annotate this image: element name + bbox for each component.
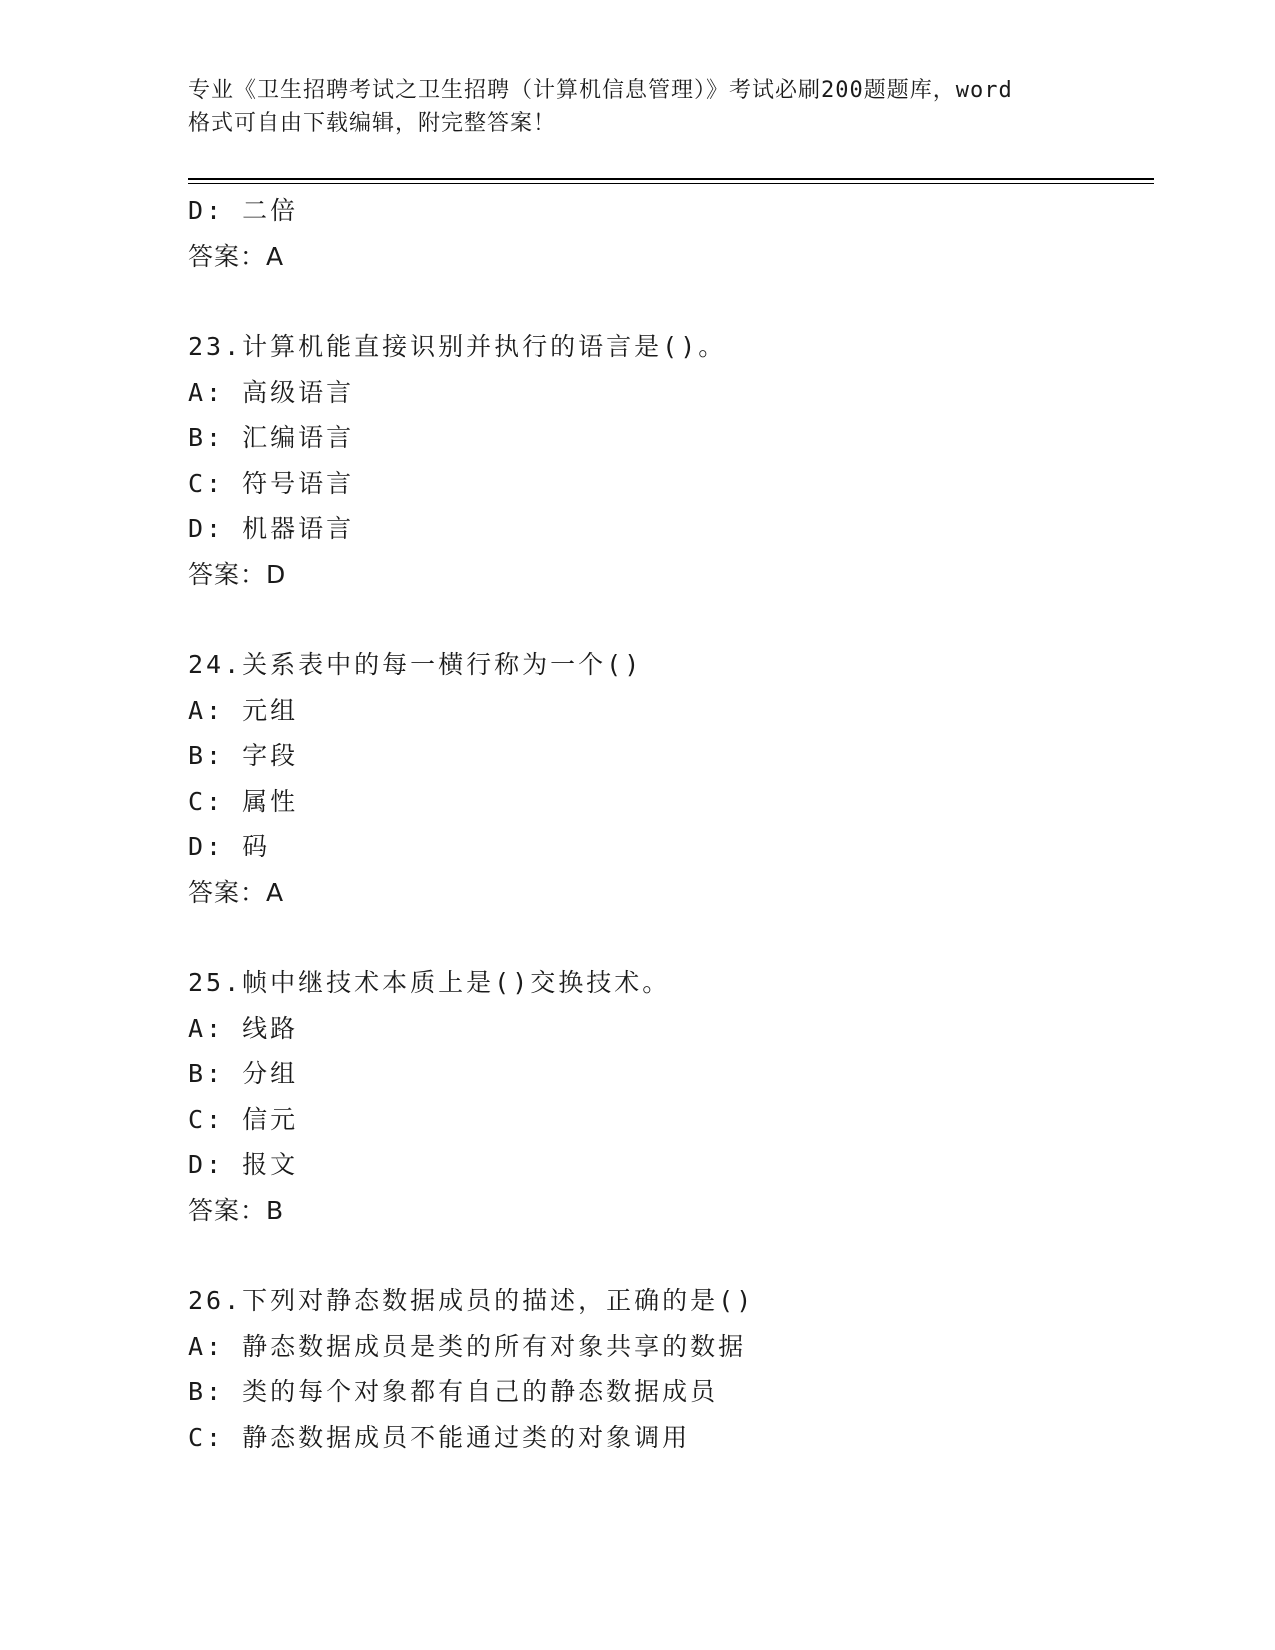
spacer [188,915,1148,960]
question-block-prev [188,188,1148,279]
option-b: B: 分组 [188,1059,299,1088]
option-b: B: 汇编语言 [188,423,355,452]
option-d: D: 报文 [188,1150,299,1179]
option-a: A: 线路 [188,1013,299,1043]
option-b: B: 字段 [188,741,299,770]
answer-line: 答案：D [188,559,287,589]
header-divider-thin [188,183,1154,184]
option-c: C: 符号语言 [188,468,355,498]
spacer [188,279,1148,324]
header-divider-thick [188,178,1154,180]
option-b: B: 类的每个对象都有自己的静态数据成员 [188,1377,719,1406]
document-header [188,74,1088,140]
option-d: D: 机器语言 [188,514,355,543]
question-block-24 [188,642,1148,915]
option-a: A: 元组 [188,695,299,725]
question-stem: 24.关系表中的每一横行称为一个() [188,650,643,679]
answer-line: 答案：A [188,241,285,271]
question-block-26 [188,1278,1148,1460]
spacer [188,1233,1148,1278]
question-stem: 26.下列对静态数据成员的描述，正确的是() [188,1286,755,1315]
header-line-1: 专业《卫生招聘考试之卫生招聘（计算机信息管理）》考试必刷200题题库，word [188,78,1013,103]
question-stem: 23.计算机能直接识别并执行的语言是()。 [188,332,727,361]
question-stem: 25.帧中继技术本质上是()交换技术。 [188,968,671,997]
question-block-25 [188,960,1148,1233]
option-d: D: 码 [188,832,271,861]
option-c: C: 信元 [188,1104,299,1134]
option-c: C: 静态数据成员不能通过类的对象调用 [188,1422,691,1452]
question-block-23 [188,324,1148,597]
option-c: C: 属性 [188,786,299,816]
spacer [188,597,1148,642]
option-d: D: 二倍 [188,196,299,225]
answer-line: 答案：A [188,877,285,907]
option-a: A: 静态数据成员是类的所有对象共享的数据 [188,1331,747,1361]
answer-line: 答案：B [188,1195,285,1225]
header-line-2: 格式可自由下载编辑，附完整答案！ [188,111,557,136]
option-a: A: 高级语言 [188,377,355,407]
question-list [188,188,1148,1460]
